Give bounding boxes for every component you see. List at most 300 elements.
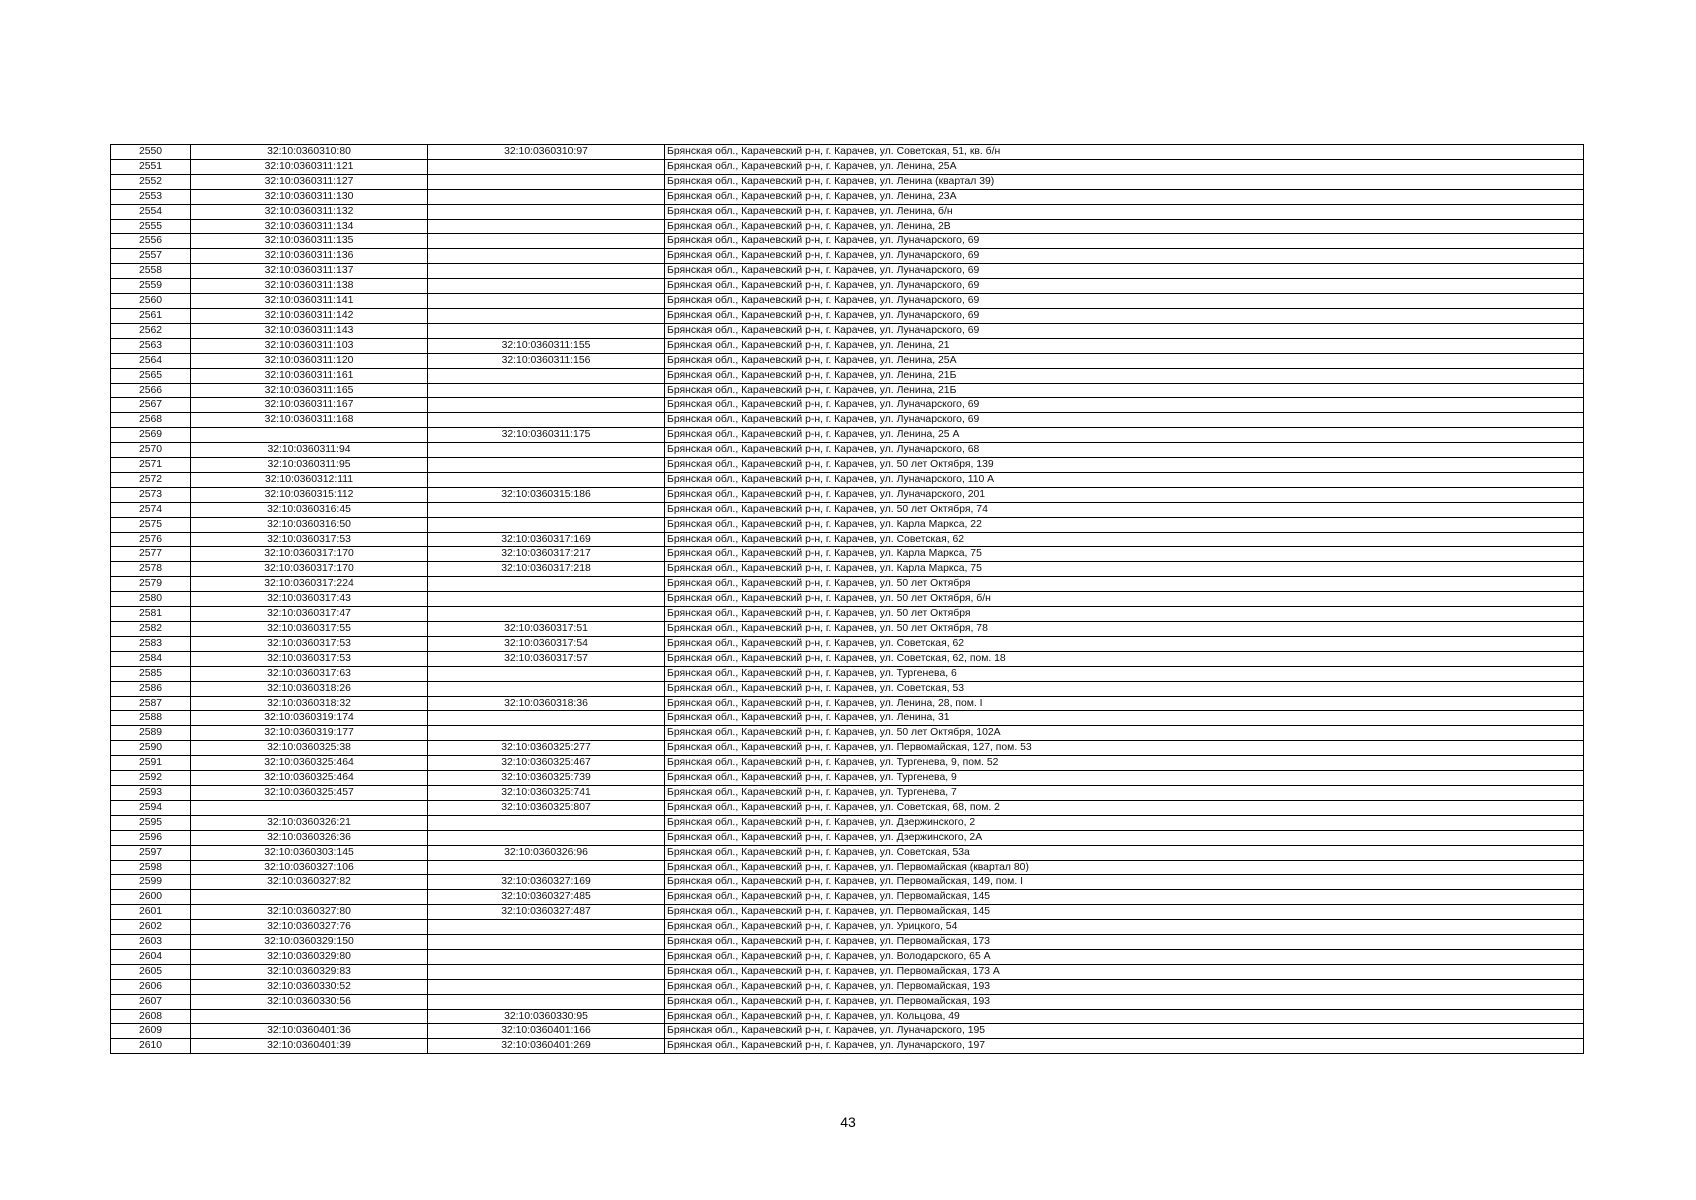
cadastral-number-cell: 32:10:0360326:21 — [191, 815, 428, 830]
row-number-cell: 2606 — [111, 979, 191, 994]
address-cell: Брянская обл., Карачевский р-н, г. Карачев, ул. Кольцова, 49 — [665, 1009, 1584, 1024]
cadastral-number-cell: 32:10:0360316:50 — [191, 517, 428, 532]
related-cadastral-number-cell — [428, 994, 665, 1009]
address-cell: Брянская обл., Карачевский р-н, г. Карачев, ул. Ленина, 2В — [665, 219, 1584, 234]
table-row — [111, 145, 1584, 160]
related-cadastral-number-cell: 32:10:0360326:96 — [428, 845, 665, 860]
cadastral-number-cell: 32:10:0360311:138 — [191, 279, 428, 294]
cadastral-number-cell: 32:10:0360318:26 — [191, 681, 428, 696]
cadastral-number-cell: 32:10:0360311:161 — [191, 368, 428, 383]
table-row — [111, 264, 1584, 279]
related-cadastral-number-cell — [428, 443, 665, 458]
cadastral-number-cell: 32:10:0360330:52 — [191, 979, 428, 994]
table-row — [111, 428, 1584, 443]
row-number-cell: 2603 — [111, 935, 191, 950]
row-number-cell: 2573 — [111, 487, 191, 502]
row-number-cell: 2559 — [111, 279, 191, 294]
address-cell: Брянская обл., Карачевский р-н, г. Карачев, ул. Советская, 62 — [665, 532, 1584, 547]
table-row — [111, 398, 1584, 413]
cadastral-number-cell: 32:10:0360311:141 — [191, 294, 428, 309]
address-cell: Брянская обл., Карачевский р-н, г. Карачев, ул. 50 лет Октября, 74 — [665, 502, 1584, 517]
table-row — [111, 472, 1584, 487]
cadastral-number-cell: 32:10:0360326:36 — [191, 830, 428, 845]
row-number-cell: 2572 — [111, 472, 191, 487]
cadastral-number-cell: 32:10:0360317:47 — [191, 607, 428, 622]
address-cell: Брянская обл., Карачевский р-н, г. Карачев, ул. 50 лет Октября — [665, 577, 1584, 592]
related-cadastral-number-cell: 32:10:0360317:57 — [428, 651, 665, 666]
table-row — [111, 815, 1584, 830]
row-number-cell: 2601 — [111, 905, 191, 920]
cadastral-number-cell: 32:10:0360317:53 — [191, 532, 428, 547]
row-number-cell: 2586 — [111, 681, 191, 696]
related-cadastral-number-cell — [428, 174, 665, 189]
row-number-cell: 2558 — [111, 264, 191, 279]
table-row — [111, 890, 1584, 905]
row-number-cell: 2608 — [111, 1009, 191, 1024]
row-number-cell: 2591 — [111, 756, 191, 771]
address-cell: Брянская обл., Карачевский р-н, г. Карачев, ул. 50 лет Октября — [665, 607, 1584, 622]
table-row — [111, 905, 1584, 920]
address-cell: Брянская обл., Карачевский р-н, г. Карачев, ул. Тургенева, 6 — [665, 666, 1584, 681]
cadastral-number-cell: 32:10:0360330:56 — [191, 994, 428, 1009]
cadastral-number-cell — [191, 890, 428, 905]
cadastral-number-cell: 32:10:0360317:43 — [191, 592, 428, 607]
address-cell: Брянская обл., Карачевский р-н, г. Карачев, ул. Ленина, 31 — [665, 711, 1584, 726]
related-cadastral-number-cell: 32:10:0360327:487 — [428, 905, 665, 920]
address-cell: Брянская обл., Карачевский р-н, г. Карачев, ул. Первомайская, 193 — [665, 979, 1584, 994]
row-number-cell: 2550 — [111, 145, 191, 160]
cadastral-number-cell — [191, 428, 428, 443]
row-number-cell: 2577 — [111, 547, 191, 562]
related-cadastral-number-cell: 32:10:0360311:175 — [428, 428, 665, 443]
cadastral-number-cell: 32:10:0360327:80 — [191, 905, 428, 920]
row-number-cell: 2607 — [111, 994, 191, 1009]
table-row — [111, 458, 1584, 473]
address-cell: Брянская обл., Карачевский р-н, г. Карачев, ул. Карла Маркса, 75 — [665, 562, 1584, 577]
related-cadastral-number-cell: 32:10:0360401:166 — [428, 1024, 665, 1039]
table-row — [111, 681, 1584, 696]
table-row — [111, 338, 1584, 353]
row-number-cell: 2557 — [111, 249, 191, 264]
table-row — [111, 234, 1584, 249]
address-cell: Брянская обл., Карачевский р-н, г. Карачев, ул. Советская, 62, пом. 18 — [665, 651, 1584, 666]
cadastral-number-cell: 32:10:0360311:135 — [191, 234, 428, 249]
cadastral-number-cell: 32:10:0360311:137 — [191, 264, 428, 279]
row-number-cell: 2568 — [111, 413, 191, 428]
address-cell: Брянская обл., Карачевский р-н, г. Карачев, ул. Советская, 68, пом. 2 — [665, 800, 1584, 815]
table-row — [111, 994, 1584, 1009]
address-cell: Брянская обл., Карачевский р-н, г. Карачев, ул. Ленина, 21 — [665, 338, 1584, 353]
address-cell: Брянская обл., Карачевский р-н, г. Карачев, ул. Первомайская, 127, пом. 53 — [665, 741, 1584, 756]
row-number-cell: 2583 — [111, 636, 191, 651]
row-number-cell: 2566 — [111, 383, 191, 398]
table-row — [111, 726, 1584, 741]
address-cell: Брянская обл., Карачевский р-н, г. Карачев, ул. Луначарского, 197 — [665, 1039, 1584, 1054]
table-row — [111, 756, 1584, 771]
related-cadastral-number-cell: 32:10:0360325:807 — [428, 800, 665, 815]
table-row — [111, 532, 1584, 547]
row-number-cell: 2564 — [111, 353, 191, 368]
address-cell: Брянская обл., Карачевский р-н, г. Карачев, ул. Ленина, 25А — [665, 159, 1584, 174]
related-cadastral-number-cell — [428, 383, 665, 398]
row-number-cell: 2604 — [111, 949, 191, 964]
address-cell: Брянская обл., Карачевский р-н, г. Карачев, ул. Луначарского, 68 — [665, 443, 1584, 458]
related-cadastral-number-cell — [428, 726, 665, 741]
table-row — [111, 785, 1584, 800]
address-cell: Брянская обл., Карачевский р-н, г. Карачев, ул. Советская, 51, кв. б/н — [665, 145, 1584, 160]
cadastral-number-cell: 32:10:0360325:464 — [191, 756, 428, 771]
table-row — [111, 949, 1584, 964]
cadastral-number-cell: 32:10:0360327:106 — [191, 860, 428, 875]
related-cadastral-number-cell — [428, 219, 665, 234]
table-row — [111, 517, 1584, 532]
address-cell: Брянская обл., Карачевский р-н, г. Карачев, ул. Первомайская, 149, пом. I — [665, 875, 1584, 890]
table-row — [111, 875, 1584, 890]
cadastral-number-cell: 32:10:0360319:177 — [191, 726, 428, 741]
cadastral-number-cell: 32:10:0360316:45 — [191, 502, 428, 517]
address-cell: Брянская обл., Карачевский р-н, г. Карачев, ул. Ленина, б/н — [665, 204, 1584, 219]
address-cell: Брянская обл., Карачевский р-н, г. Карачев, ул. Луначарского, 201 — [665, 487, 1584, 502]
address-cell: Брянская обл., Карачевский р-н, г. Карачев, ул. 50 лет Октября, 139 — [665, 458, 1584, 473]
table-row — [111, 487, 1584, 502]
address-cell: Брянская обл., Карачевский р-н, г. Карачев, ул. Дзержинского, 2 — [665, 815, 1584, 830]
cadastral-number-cell: 32:10:0360329:150 — [191, 935, 428, 950]
address-cell: Брянская обл., Карачевский р-н, г. Карачев, ул. 50 лет Октября, 102А — [665, 726, 1584, 741]
address-cell: Брянская обл., Карачевский р-н, г. Карачев, ул. 50 лет Октября, б/н — [665, 592, 1584, 607]
address-cell: Брянская обл., Карачевский р-н, г. Карачев, ул. Дзержинского, 2А — [665, 830, 1584, 845]
row-number-cell: 2574 — [111, 502, 191, 517]
table-row — [111, 979, 1584, 994]
table-row — [111, 577, 1584, 592]
table-row — [111, 1039, 1584, 1054]
table-row — [111, 502, 1584, 517]
address-cell: Брянская обл., Карачевский р-н, г. Карачев, ул. Луначарского, 195 — [665, 1024, 1584, 1039]
table-row — [111, 219, 1584, 234]
related-cadastral-number-cell — [428, 920, 665, 935]
related-cadastral-number-cell: 32:10:0360311:155 — [428, 338, 665, 353]
related-cadastral-number-cell — [428, 458, 665, 473]
row-number-cell: 2552 — [111, 174, 191, 189]
table-row — [111, 1009, 1584, 1024]
row-number-cell: 2600 — [111, 890, 191, 905]
related-cadastral-number-cell — [428, 964, 665, 979]
row-number-cell: 2596 — [111, 830, 191, 845]
cadastral-number-cell: 32:10:0360401:39 — [191, 1039, 428, 1054]
cadastral-number-cell: 32:10:0360311:165 — [191, 383, 428, 398]
address-cell: Брянская обл., Карачевский р-н, г. Карачев, ул. Луначарского, 69 — [665, 398, 1584, 413]
related-cadastral-number-cell — [428, 294, 665, 309]
address-cell: Брянская обл., Карачевский р-н, г. Карачев, ул. Ленина, 28, пом. I — [665, 696, 1584, 711]
related-cadastral-number-cell: 32:10:0360310:97 — [428, 145, 665, 160]
address-cell: Брянская обл., Карачевский р-н, г. Карачев, ул. Первомайская (квартал 80) — [665, 860, 1584, 875]
address-cell: Брянская обл., Карачевский р-н, г. Карачев, ул. Луначарского, 69 — [665, 308, 1584, 323]
related-cadastral-number-cell: 32:10:0360317:51 — [428, 622, 665, 637]
row-number-cell: 2571 — [111, 458, 191, 473]
cadastral-number-cell — [191, 1009, 428, 1024]
row-number-cell: 2588 — [111, 711, 191, 726]
row-number-cell: 2593 — [111, 785, 191, 800]
cadastral-number-cell: 32:10:0360315:112 — [191, 487, 428, 502]
table-row — [111, 323, 1584, 338]
cadastral-number-cell: 32:10:0360311:127 — [191, 174, 428, 189]
cadastral-number-cell: 32:10:0360325:38 — [191, 741, 428, 756]
row-number-cell: 2565 — [111, 368, 191, 383]
related-cadastral-number-cell — [428, 830, 665, 845]
table-row — [111, 159, 1584, 174]
table-row — [111, 279, 1584, 294]
related-cadastral-number-cell — [428, 308, 665, 323]
table-row — [111, 696, 1584, 711]
table-row — [111, 204, 1584, 219]
row-number-cell: 2551 — [111, 159, 191, 174]
related-cadastral-number-cell — [428, 607, 665, 622]
row-number-cell: 2595 — [111, 815, 191, 830]
row-number-cell: 2576 — [111, 532, 191, 547]
related-cadastral-number-cell — [428, 502, 665, 517]
table-row — [111, 711, 1584, 726]
address-cell: Брянская обл., Карачевский р-н, г. Карачев, ул. Ленина, 25 А — [665, 428, 1584, 443]
cadastral-number-cell: 32:10:0360325:457 — [191, 785, 428, 800]
address-cell: Брянская обл., Карачевский р-н, г. Карачев, ул. Луначарского, 69 — [665, 279, 1584, 294]
related-cadastral-number-cell — [428, 472, 665, 487]
table-row — [111, 1024, 1584, 1039]
row-number-cell: 2590 — [111, 741, 191, 756]
row-number-cell: 2599 — [111, 875, 191, 890]
row-number-cell: 2587 — [111, 696, 191, 711]
cadastral-number-cell: 32:10:0360311:167 — [191, 398, 428, 413]
cadastral-number-cell: 32:10:0360311:132 — [191, 204, 428, 219]
table-row — [111, 845, 1584, 860]
related-cadastral-number-cell: 32:10:0360325:739 — [428, 771, 665, 786]
table-row — [111, 592, 1584, 607]
row-number-cell: 2585 — [111, 666, 191, 681]
cadastral-number-cell — [191, 800, 428, 815]
related-cadastral-number-cell: 32:10:0360327:485 — [428, 890, 665, 905]
related-cadastral-number-cell — [428, 517, 665, 532]
cadastral-number-cell: 32:10:0360311:142 — [191, 308, 428, 323]
related-cadastral-number-cell — [428, 368, 665, 383]
address-cell: Брянская обл., Карачевский р-н, г. Карачев, ул. Луначарского, 110 А — [665, 472, 1584, 487]
address-cell: Брянская обл., Карачевский р-н, г. Карачев, ул. Ленина (квартал 39) — [665, 174, 1584, 189]
cadastral-number-cell: 32:10:0360327:82 — [191, 875, 428, 890]
cadastral-number-cell: 32:10:0360311:94 — [191, 443, 428, 458]
row-number-cell: 2578 — [111, 562, 191, 577]
related-cadastral-number-cell — [428, 279, 665, 294]
table-row — [111, 800, 1584, 815]
related-cadastral-number-cell: 32:10:0360317:218 — [428, 562, 665, 577]
related-cadastral-number-cell — [428, 234, 665, 249]
related-cadastral-number-cell — [428, 577, 665, 592]
cadastral-number-cell: 32:10:0360312:111 — [191, 472, 428, 487]
cadastral-number-cell: 32:10:0360317:170 — [191, 562, 428, 577]
table-row — [111, 830, 1584, 845]
cadastral-number-cell: 32:10:0360317:224 — [191, 577, 428, 592]
cadastral-number-cell: 32:10:0360317:53 — [191, 651, 428, 666]
cadastral-number-cell: 32:10:0360311:95 — [191, 458, 428, 473]
address-cell: Брянская обл., Карачевский р-н, г. Карачев, ул. Первомайская, 193 — [665, 994, 1584, 1009]
table-row — [111, 174, 1584, 189]
related-cadastral-number-cell — [428, 935, 665, 950]
row-number-cell: 2594 — [111, 800, 191, 815]
address-cell: Брянская обл., Карачевский р-н, г. Карачев, ул. Карла Маркса, 22 — [665, 517, 1584, 532]
table-row — [111, 308, 1584, 323]
related-cadastral-number-cell — [428, 413, 665, 428]
row-number-cell: 2555 — [111, 219, 191, 234]
related-cadastral-number-cell — [428, 398, 665, 413]
table-row — [111, 547, 1584, 562]
row-number-cell: 2602 — [111, 920, 191, 935]
related-cadastral-number-cell: 32:10:0360325:741 — [428, 785, 665, 800]
row-number-cell: 2609 — [111, 1024, 191, 1039]
address-cell: Брянская обл., Карачевский р-н, г. Карачев, ул. Луначарского, 69 — [665, 249, 1584, 264]
address-cell: Брянская обл., Карачевский р-н, г. Карачев, ул. Тургенева, 9, пом. 52 — [665, 756, 1584, 771]
address-cell: Брянская обл., Карачевский р-н, г. Карачев, ул. 50 лет Октября, 78 — [665, 622, 1584, 637]
row-number-cell: 2589 — [111, 726, 191, 741]
table-body — [111, 145, 1584, 1054]
address-cell: Брянская обл., Карачевский р-н, г. Карачев, ул. Луначарского, 69 — [665, 264, 1584, 279]
address-cell: Брянская обл., Карачевский р-н, г. Карачев, ул. Первомайская, 173 — [665, 935, 1584, 950]
row-number-cell: 2560 — [111, 294, 191, 309]
related-cadastral-number-cell — [428, 204, 665, 219]
related-cadastral-number-cell: 32:10:0360327:169 — [428, 875, 665, 890]
cadastral-number-cell: 32:10:0360317:170 — [191, 547, 428, 562]
related-cadastral-number-cell: 32:10:0360317:54 — [428, 636, 665, 651]
row-number-cell: 2556 — [111, 234, 191, 249]
address-cell: Брянская обл., Карачевский р-н, г. Карачев, ул. Первомайская, 145 — [665, 905, 1584, 920]
related-cadastral-number-cell — [428, 249, 665, 264]
cadastral-number-cell: 32:10:0360310:80 — [191, 145, 428, 160]
row-number-cell: 2581 — [111, 607, 191, 622]
cadastral-number-cell: 32:10:0360329:83 — [191, 964, 428, 979]
cadastral-number-cell: 32:10:0360317:63 — [191, 666, 428, 681]
address-cell: Брянская обл., Карачевский р-н, г. Карачев, ул. Ленина, 21Б — [665, 383, 1584, 398]
cadastral-number-cell: 32:10:0360311:121 — [191, 159, 428, 174]
table-row — [111, 189, 1584, 204]
cadastral-number-cell: 32:10:0360325:464 — [191, 771, 428, 786]
address-cell: Брянская обл., Карачевский р-н, г. Карачев, ул. Советская, 62 — [665, 636, 1584, 651]
cadastral-number-cell: 32:10:0360303:145 — [191, 845, 428, 860]
table-row — [111, 562, 1584, 577]
cadastral-number-cell: 32:10:0360311:143 — [191, 323, 428, 338]
cadastral-number-cell: 32:10:0360311:130 — [191, 189, 428, 204]
address-cell: Брянская обл., Карачевский р-н, г. Карачев, ул. Луначарского, 69 — [665, 294, 1584, 309]
related-cadastral-number-cell: 32:10:0360318:36 — [428, 696, 665, 711]
address-cell: Брянская обл., Карачевский р-н, г. Карачев, ул. Советская, 53а — [665, 845, 1584, 860]
related-cadastral-number-cell — [428, 979, 665, 994]
address-cell: Брянская обл., Карачевский р-н, г. Карачев, ул. Ленина, 23А — [665, 189, 1584, 204]
table-row — [111, 920, 1584, 935]
table-row — [111, 771, 1584, 786]
cadastral-number-cell: 32:10:0360311:120 — [191, 353, 428, 368]
address-cell: Брянская обл., Карачевский р-н, г. Карачев, ул. Луначарского, 69 — [665, 413, 1584, 428]
cadastral-number-cell: 32:10:0360317:55 — [191, 622, 428, 637]
cadastral-number-cell: 32:10:0360318:32 — [191, 696, 428, 711]
related-cadastral-number-cell — [428, 681, 665, 696]
related-cadastral-number-cell — [428, 860, 665, 875]
related-cadastral-number-cell: 32:10:0360401:269 — [428, 1039, 665, 1054]
row-number-cell: 2554 — [111, 204, 191, 219]
row-number-cell: 2582 — [111, 622, 191, 637]
row-number-cell: 2605 — [111, 964, 191, 979]
table-row — [111, 607, 1584, 622]
table-row — [111, 964, 1584, 979]
address-cell: Брянская обл., Карачевский р-н, г. Карачев, ул. Тургенева, 9 — [665, 771, 1584, 786]
address-cell: Брянская обл., Карачевский р-н, г. Карачев, ул. Первомайская, 145 — [665, 890, 1584, 905]
related-cadastral-number-cell: 32:10:0360325:467 — [428, 756, 665, 771]
row-number-cell: 2553 — [111, 189, 191, 204]
address-cell: Брянская обл., Карачевский р-н, г. Карачев, ул. Луначарского, 69 — [665, 234, 1584, 249]
row-number-cell: 2580 — [111, 592, 191, 607]
row-number-cell: 2562 — [111, 323, 191, 338]
address-cell: Брянская обл., Карачевский р-н, г. Карачев, ул. Луначарского, 69 — [665, 323, 1584, 338]
row-number-cell: 2567 — [111, 398, 191, 413]
row-number-cell: 2584 — [111, 651, 191, 666]
related-cadastral-number-cell: 32:10:0360330:95 — [428, 1009, 665, 1024]
related-cadastral-number-cell — [428, 323, 665, 338]
related-cadastral-number-cell — [428, 189, 665, 204]
table-row — [111, 368, 1584, 383]
table-row — [111, 294, 1584, 309]
related-cadastral-number-cell — [428, 666, 665, 681]
address-cell: Брянская обл., Карачевский р-н, г. Карачев, ул. Ленина, 25А — [665, 353, 1584, 368]
row-number-cell: 2575 — [111, 517, 191, 532]
related-cadastral-number-cell: 32:10:0360317:217 — [428, 547, 665, 562]
row-number-cell: 2570 — [111, 443, 191, 458]
address-cell: Брянская обл., Карачевский р-н, г. Карачев, ул. Тургенева, 7 — [665, 785, 1584, 800]
cadastral-number-cell: 32:10:0360311:168 — [191, 413, 428, 428]
related-cadastral-number-cell: 32:10:0360317:169 — [428, 532, 665, 547]
cadastral-number-cell: 32:10:0360319:174 — [191, 711, 428, 726]
table-row — [111, 935, 1584, 950]
table-row — [111, 666, 1584, 681]
related-cadastral-number-cell: 32:10:0360325:277 — [428, 741, 665, 756]
address-cell: Брянская обл., Карачевский р-н, г. Карачев, ул. Володарского, 65 А — [665, 949, 1584, 964]
table-row — [111, 249, 1584, 264]
related-cadastral-number-cell — [428, 711, 665, 726]
row-number-cell: 2569 — [111, 428, 191, 443]
address-cell: Брянская обл., Карачевский р-н, г. Карачев, ул. Советская, 53 — [665, 681, 1584, 696]
address-cell: Брянская обл., Карачевский р-н, г. Карачев, ул. Карла Маркса, 75 — [665, 547, 1584, 562]
table-row — [111, 860, 1584, 875]
related-cadastral-number-cell — [428, 264, 665, 279]
related-cadastral-number-cell: 32:10:0360315:186 — [428, 487, 665, 502]
address-cell: Брянская обл., Карачевский р-н, г. Карачев, ул. Ленина, 21Б — [665, 368, 1584, 383]
cadastral-number-cell: 32:10:0360401:36 — [191, 1024, 428, 1039]
table-row — [111, 353, 1584, 368]
row-number-cell: 2610 — [111, 1039, 191, 1054]
cadastral-number-cell: 32:10:0360311:134 — [191, 219, 428, 234]
cadastral-number-cell: 32:10:0360317:53 — [191, 636, 428, 651]
address-cell: Брянская обл., Карачевский р-н, г. Карачев, ул. Первомайская, 173 А — [665, 964, 1584, 979]
related-cadastral-number-cell — [428, 592, 665, 607]
row-number-cell: 2597 — [111, 845, 191, 860]
table-row — [111, 741, 1584, 756]
cadastral-number-cell: 32:10:0360311:136 — [191, 249, 428, 264]
cadastral-table — [110, 144, 1584, 1054]
table-row — [111, 622, 1584, 637]
row-number-cell: 2579 — [111, 577, 191, 592]
row-number-cell: 2563 — [111, 338, 191, 353]
cadastral-number-cell: 32:10:0360311:103 — [191, 338, 428, 353]
table-row — [111, 636, 1584, 651]
cadastral-number-cell: 32:10:0360329:80 — [191, 949, 428, 964]
table-row — [111, 383, 1584, 398]
table-row — [111, 413, 1584, 428]
table-row — [111, 443, 1584, 458]
address-cell: Брянская обл., Карачевский р-н, г. Карачев, ул. Урицкого, 54 — [665, 920, 1584, 935]
related-cadastral-number-cell — [428, 159, 665, 174]
cadastral-number-cell: 32:10:0360327:76 — [191, 920, 428, 935]
